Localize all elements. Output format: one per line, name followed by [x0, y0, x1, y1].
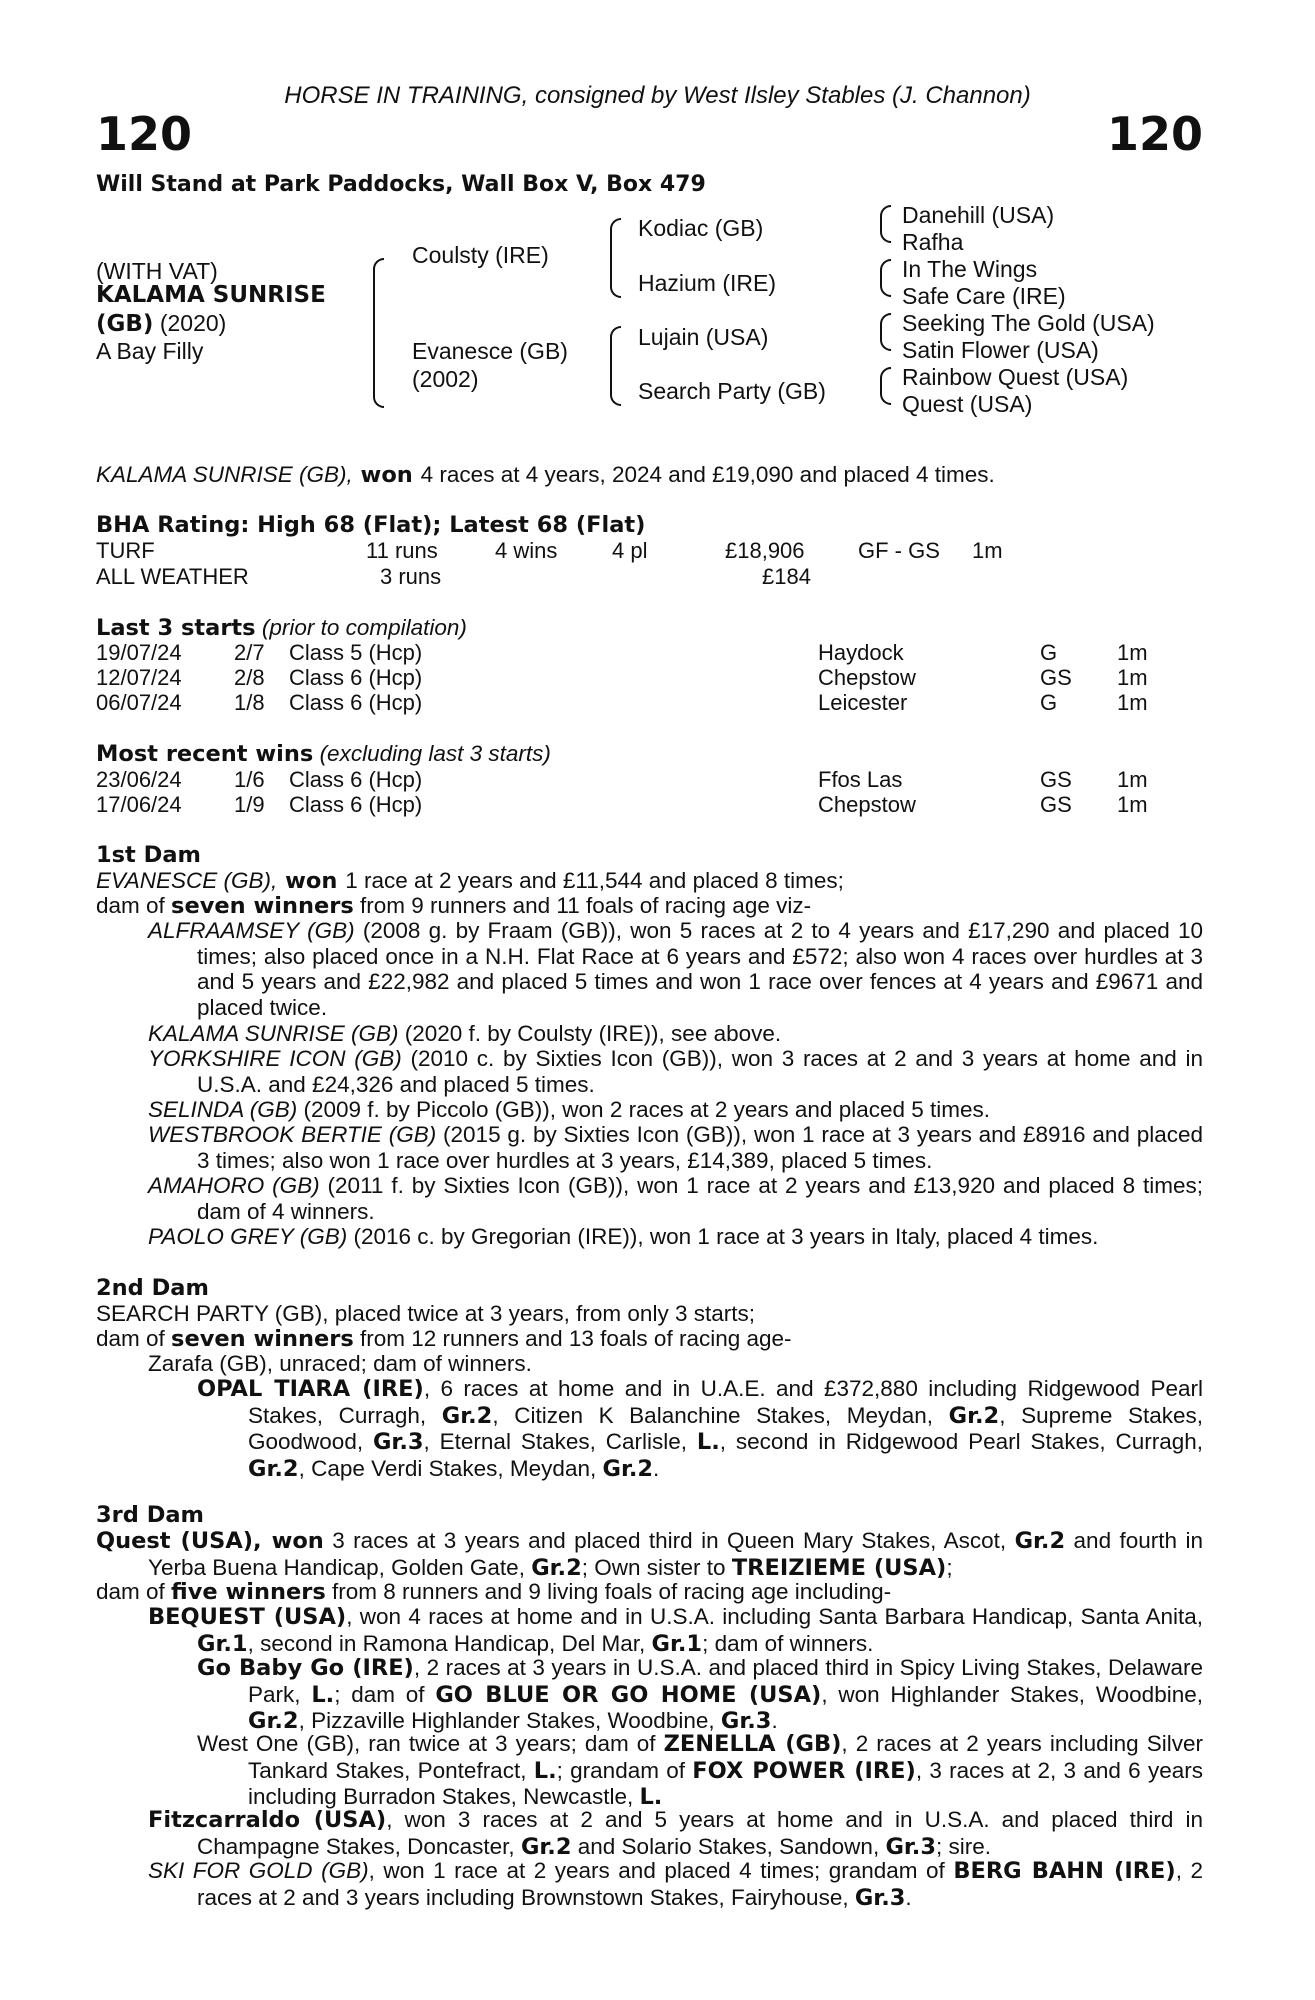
- produce-text: (2015 g. by Sixties Icon (GB)), won 1 race at 3 years and £8916 and placed 3 times; also won 1 race over hurdles at 3 years, £14,389, placed 5 times.: [197, 1122, 1204, 1173]
- produce-entry: [148, 1021, 1203, 1047]
- record-text: 3 races at 3 years and placed third in Queen Mary Stakes, Ascot,: [323, 1528, 1015, 1553]
- produce-winners: seven winners: [171, 1326, 354, 1352]
- produce-text: and Solario Stakes, Sandown,: [571, 1833, 886, 1859]
- produce-entry: [148, 1224, 1203, 1250]
- produce-text: , 2 races at 3 years in U.S.A. and placed third in Spicy Living Stakes, Delaware Park,: [248, 1655, 1203, 1707]
- punctuation: .: [905, 1884, 912, 1910]
- listed-label: L.: [311, 1681, 335, 1708]
- produce-name: BEQUEST (USA): [148, 1604, 347, 1630]
- grade-label: Gr.2: [248, 1455, 299, 1482]
- start-going: G: [1040, 640, 1058, 665]
- first-dam-heading: 1st Dam: [96, 842, 201, 868]
- listed-label: L.: [639, 1784, 663, 1811]
- win-course: Ffos Las: [818, 767, 903, 792]
- start-class: Class 5 (Hcp): [289, 640, 423, 665]
- rating-runs: 11 runs: [366, 538, 438, 563]
- second-dam-record: SEARCH PARTY (GB), placed twice at 3 years, from only 3 starts;: [96, 1301, 755, 1326]
- produce-name: OPAL TIARA (IRE): [197, 1376, 424, 1402]
- pedigree-dam-year: (2002): [412, 366, 479, 392]
- start-course: Haydock: [818, 640, 904, 665]
- produce-text: , second in Ramona Handicap, Del Mar,: [247, 1630, 652, 1656]
- horse-description: A Bay Filly: [96, 338, 204, 364]
- pedigree-brace-2a: [610, 218, 621, 298]
- produce-text: (2011 f. by Sixties Icon (GB)), won 1 race at 2 years and £13,920 and placed 8 times; dam of 4 winners.: [197, 1173, 1203, 1224]
- rating-runs: 3 runs: [380, 564, 442, 589]
- grade-label: Gr.2: [441, 1402, 493, 1429]
- produce-text: (2009 f. by Piccolo (GB)), won 2 races at 2 years and placed 5 times.: [297, 1097, 991, 1122]
- pedigree-brace-3a: [880, 205, 891, 243]
- produce-entry: [148, 1173, 1203, 1224]
- produce-prefix: dam of: [96, 1579, 172, 1604]
- last-starts-note: (prior to compilation): [255, 615, 467, 640]
- first-dam-name: EVANESCE (GB),: [96, 868, 278, 893]
- produce-text: , Pizzaville Highlander Stakes, Woodbine,: [298, 1708, 721, 1734]
- rating-money: £184: [762, 564, 811, 589]
- pedigree-g3-1: Danehill (USA): [902, 202, 1055, 228]
- pedigree-brace-3d: [880, 367, 891, 405]
- bha-rating-title: BHA Rating: High 68 (Flat); Latest 68 (Flat): [96, 512, 646, 538]
- consignment-header: HORSE IN TRAINING, consigned by West Ilsley Stables (J. Channon): [284, 82, 1031, 109]
- produce-name: SKI FOR GOLD (GB): [148, 1858, 369, 1883]
- punctuation: .: [653, 1455, 660, 1481]
- start-going: G: [1040, 690, 1058, 715]
- produce-suffix: from 9 runners and 11 foals of racing age viz-: [353, 893, 812, 918]
- produce-name: YORKSHIRE ICON (GB): [148, 1046, 402, 1071]
- start-class: Class 6 (Hcp): [289, 690, 423, 715]
- start-distance: 1m: [1117, 690, 1148, 715]
- start-distance: 1m: [1117, 665, 1148, 690]
- pedigree-dam-sire: Lujain (USA): [638, 324, 769, 350]
- produce-prefix: dam of: [96, 1326, 172, 1351]
- produce-text: , won 1 race at 2 years and placed 4 times; grandam of: [368, 1858, 954, 1883]
- produce-text: , Citizen K Balanchine Stakes, Meydan,: [492, 1402, 949, 1428]
- start-date: 06/07/24: [96, 690, 182, 715]
- produce-text: , Cape Verdi Stakes, Meydan,: [298, 1455, 603, 1481]
- grand-produce-name: GO BLUE OR GO HOME (USA): [435, 1681, 822, 1708]
- produce-name: AMAHORO (GB): [148, 1173, 320, 1198]
- produce-entry: [148, 1046, 1203, 1097]
- produce-entry: [148, 1097, 1203, 1123]
- first-dam-produce-summary: [96, 893, 811, 920]
- produce-name: Go Baby Go (IRE): [197, 1655, 414, 1681]
- grade-label: Gr.3: [372, 1429, 424, 1456]
- third-dam-name: Quest (USA),: [96, 1528, 262, 1554]
- produce-text: (2016 c. by Gregorian (IRE)), won 1 race at 3 years in Italy, placed 4 times.: [347, 1224, 1099, 1249]
- produce-name: PAOLO GREY (GB): [148, 1224, 348, 1249]
- last-starts-title: [96, 615, 467, 642]
- stand-location: Will Stand at Park Paddocks, Wall Box V, Box 479: [96, 172, 706, 197]
- produce-text: (2008 g. by Fraam (GB)), won 5 races at 2 to 4 years and £17,290 and placed 10 times; also placed once in a N.H. Flat Race at 6 years and £572; also won 4 races over hurdles at 3 and 5 years and £22,982 and placed 5 times and won 1 race over fences at 4 years and £9671 and placed twice.: [197, 918, 1203, 1020]
- lot-number-left: 120: [96, 107, 193, 161]
- produce-text: (2010 c. by Sixties Icon (GB)), won 3 races at 2 and 3 years at home and in U.S.A. and £24,326 and placed 5 times.: [197, 1046, 1203, 1097]
- produce-name: ALFRAAMSEY (GB): [148, 918, 355, 943]
- produce-text: , 6 races at home and in U.A.E. and £372,880 including Ridgewood Pearl Stakes, Curragh,: [248, 1376, 1203, 1428]
- win-position: 1/9: [234, 792, 265, 817]
- produce-name: Fitzcarraldo (USA): [148, 1807, 387, 1833]
- pedigree-g3-3: In The Wings: [902, 256, 1038, 282]
- produce-text: , won Highlander Stakes, Woodbine,: [821, 1681, 1203, 1707]
- second-dam-heading: 2nd Dam: [96, 1275, 209, 1301]
- grade-label: Gr.3: [720, 1708, 772, 1735]
- pedigree-g3-2: Rafha: [902, 229, 964, 255]
- third-dam-heading: 3rd Dam: [96, 1502, 204, 1528]
- produce-suffix: from 8 runners and 9 living foals of racing age including-: [325, 1579, 892, 1604]
- pedigree-brace-1: [373, 258, 384, 408]
- produce-name: KALAMA SUNRISE (GB): [148, 1021, 399, 1046]
- produce-prefix: dam of: [96, 893, 172, 918]
- pedigree-g3-6: Satin Flower (USA): [902, 337, 1099, 363]
- win-distance: 1m: [1117, 792, 1148, 817]
- second-dam-produce-summary: [96, 1326, 792, 1353]
- summary-won: won: [352, 462, 421, 488]
- grade-label: Gr.3: [885, 1833, 937, 1860]
- rating-distance: 1m: [972, 538, 1003, 563]
- produce-text: , won 4 races at home and in U.S.A. including Santa Barbara Handicap, Santa Anita,: [346, 1604, 1203, 1629]
- grand-produce-name: BERG BAHN (IRE): [953, 1858, 1176, 1884]
- grade-label: Gr.2: [531, 1554, 582, 1581]
- produce-text: , won 3 races at 2 and 5 years at home and in U.S.A. and placed third in Champagne Stakes, Doncaster,: [197, 1807, 1203, 1859]
- third-dam-produce-summary: [96, 1579, 891, 1606]
- grade-label: Gr.2: [602, 1455, 654, 1482]
- record-text: and fourth in Yerba Buena Handicap, Golden Gate,: [148, 1528, 1203, 1580]
- start-going: GS: [1040, 665, 1072, 690]
- pedigree-brace-2b: [610, 326, 621, 406]
- pedigree-dam: Evanesce (GB): [412, 338, 568, 364]
- start-date: 19/07/24: [96, 640, 182, 665]
- produce-winners: seven winners: [171, 893, 354, 919]
- lot-number-right: 120: [1106, 107, 1203, 161]
- horse-name: KALAMA SUNRISE: [96, 282, 326, 308]
- first-dam-rest: 1 race at 2 years and £11,544 and placed 8 times;: [345, 868, 844, 893]
- produce-text: , Supreme Stakes, Goodwood,: [248, 1402, 1204, 1455]
- start-position: 1/8: [234, 690, 265, 715]
- produce-winners: five winners: [171, 1579, 326, 1605]
- produce-text: , second in Ridgewood Pearl Stakes, Curragh,: [719, 1429, 1203, 1455]
- start-position: 2/7: [234, 640, 265, 665]
- win-class: Class 6 (Hcp): [289, 767, 423, 792]
- produce-text: (2020 f. by Coulsty (IRE)), see above.: [398, 1021, 782, 1046]
- win-date: 17/06/24: [96, 792, 182, 817]
- west-one-entry: [197, 1731, 1203, 1811]
- opal-tiara-entry: [197, 1376, 1203, 1482]
- pedigree-brace-3b: [880, 259, 891, 297]
- grade-label: Gr.1: [197, 1630, 248, 1657]
- recent-wins-note: (excluding last 3 starts): [313, 741, 551, 766]
- start-date: 12/07/24: [96, 665, 182, 690]
- third-dam-won: won: [261, 1528, 324, 1554]
- pedigree-g3-4: Safe Care (IRE): [902, 283, 1066, 309]
- rating-placed: 4 pl: [612, 538, 648, 563]
- produce-text: , Eternal Stakes, Carlisle,: [423, 1429, 697, 1455]
- pedigree-sire-dam: Hazium (IRE): [638, 270, 777, 296]
- produce-text: ; sire.: [936, 1833, 992, 1859]
- rating-going: GF - GS: [858, 538, 940, 563]
- horse-year: (2020): [153, 310, 227, 336]
- rating-money: £18,906: [725, 538, 805, 563]
- summary-horse-name: KALAMA SUNRISE (GB),: [96, 462, 353, 487]
- rating-wins: 4 wins: [495, 538, 558, 563]
- last-starts-heading: Last 3 starts: [96, 615, 256, 641]
- rating-surface: TURF: [96, 538, 155, 563]
- recent-wins-heading: Most recent wins: [96, 741, 314, 767]
- pedigree-g3-7: Rainbow Quest (USA): [902, 364, 1129, 390]
- horse-country: (GB): [96, 311, 154, 337]
- win-date: 23/06/24: [96, 767, 182, 792]
- listed-label: L.: [533, 1757, 557, 1784]
- listed-label: L.: [696, 1429, 720, 1456]
- summary-record: 4 races at 4 years, 2024 and £19,090 and placed 4 times.: [420, 462, 995, 487]
- pedigree-brace-3c: [880, 313, 891, 351]
- produce-text: ; grandam of: [556, 1757, 693, 1783]
- rating-surface: ALL WEATHER: [96, 564, 249, 589]
- produce-text: , 3 races at 2, 3 and 6 years including Burradon Stakes, Newcastle,: [248, 1757, 1203, 1810]
- vat-note: (WITH VAT): [96, 258, 218, 284]
- grade-label: Gr.1: [651, 1630, 703, 1657]
- record-text: ; Own sister to: [581, 1554, 732, 1580]
- produce-name: SELINDA (GB): [148, 1097, 298, 1122]
- produce-text: West One (GB), ran twice at 3 years; dam of: [197, 1731, 664, 1756]
- produce-text: ; dam of: [334, 1681, 436, 1707]
- produce-suffix: from 12 runners and 13 foals of racing age-: [353, 1326, 792, 1351]
- produce-name: WESTBROOK BERTIE (GB): [148, 1122, 437, 1147]
- produce-entry: [148, 918, 1203, 1020]
- pedigree-g3-5: Seeking The Gold (USA): [902, 310, 1155, 336]
- produce-text: , 2 races at 2 and 3 years including Brownstown Stakes, Fairyhouse,: [197, 1858, 1203, 1910]
- win-class: Class 6 (Hcp): [289, 792, 423, 817]
- first-dam-record: [96, 868, 844, 895]
- first-dam-won: won: [277, 868, 346, 894]
- zarafa-entry: Zarafa (GB), unraced; dam of winners.: [148, 1351, 532, 1376]
- punctuation: ;: [946, 1554, 953, 1580]
- win-going: GS: [1040, 792, 1072, 817]
- start-course: Chepstow: [818, 665, 916, 690]
- start-position: 2/8: [234, 665, 265, 690]
- win-going: GS: [1040, 767, 1072, 792]
- bequest-entry: [148, 1604, 1203, 1657]
- punctuation: .: [771, 1708, 778, 1734]
- horse-country-year: [96, 310, 226, 337]
- produce-text: ; dam of winners.: [702, 1630, 874, 1656]
- start-course: Leicester: [818, 690, 908, 715]
- grade-label: Gr.2: [1014, 1528, 1066, 1554]
- pedigree-dam-dam: Search Party (GB): [638, 378, 826, 404]
- pedigree-g3-8: Quest (USA): [902, 391, 1033, 417]
- fitzcarraldo-entry: [148, 1807, 1203, 1860]
- go-baby-go-entry: [197, 1655, 1203, 1735]
- start-class: Class 6 (Hcp): [289, 665, 423, 690]
- grade-label: Gr.2: [248, 1708, 299, 1735]
- sister-name: TREIZIEME (USA): [731, 1554, 947, 1581]
- race-summary: [96, 462, 995, 489]
- third-dam-record: [96, 1528, 1203, 1581]
- grade-label: Gr.3: [854, 1884, 906, 1911]
- grade-label: Gr.2: [520, 1833, 572, 1860]
- win-position: 1/6: [234, 767, 265, 792]
- grand-produce-name: ZENELLA (GB): [663, 1731, 842, 1757]
- grand-produce-name: FOX POWER (IRE): [692, 1757, 916, 1784]
- recent-wins-title: [96, 741, 551, 768]
- produce-text: , 2 races at 2 years including Silver Tankard Stakes, Pontefract,: [248, 1731, 1204, 1783]
- ski-for-gold-entry: [148, 1858, 1203, 1911]
- win-distance: 1m: [1117, 767, 1148, 792]
- produce-entry: [148, 1122, 1203, 1173]
- pedigree-sire-sire: Kodiac (GB): [638, 215, 764, 241]
- win-course: Chepstow: [818, 792, 916, 817]
- start-distance: 1m: [1117, 640, 1148, 665]
- grade-label: Gr.2: [948, 1402, 1000, 1429]
- pedigree-sire: Coulsty (IRE): [412, 242, 549, 268]
